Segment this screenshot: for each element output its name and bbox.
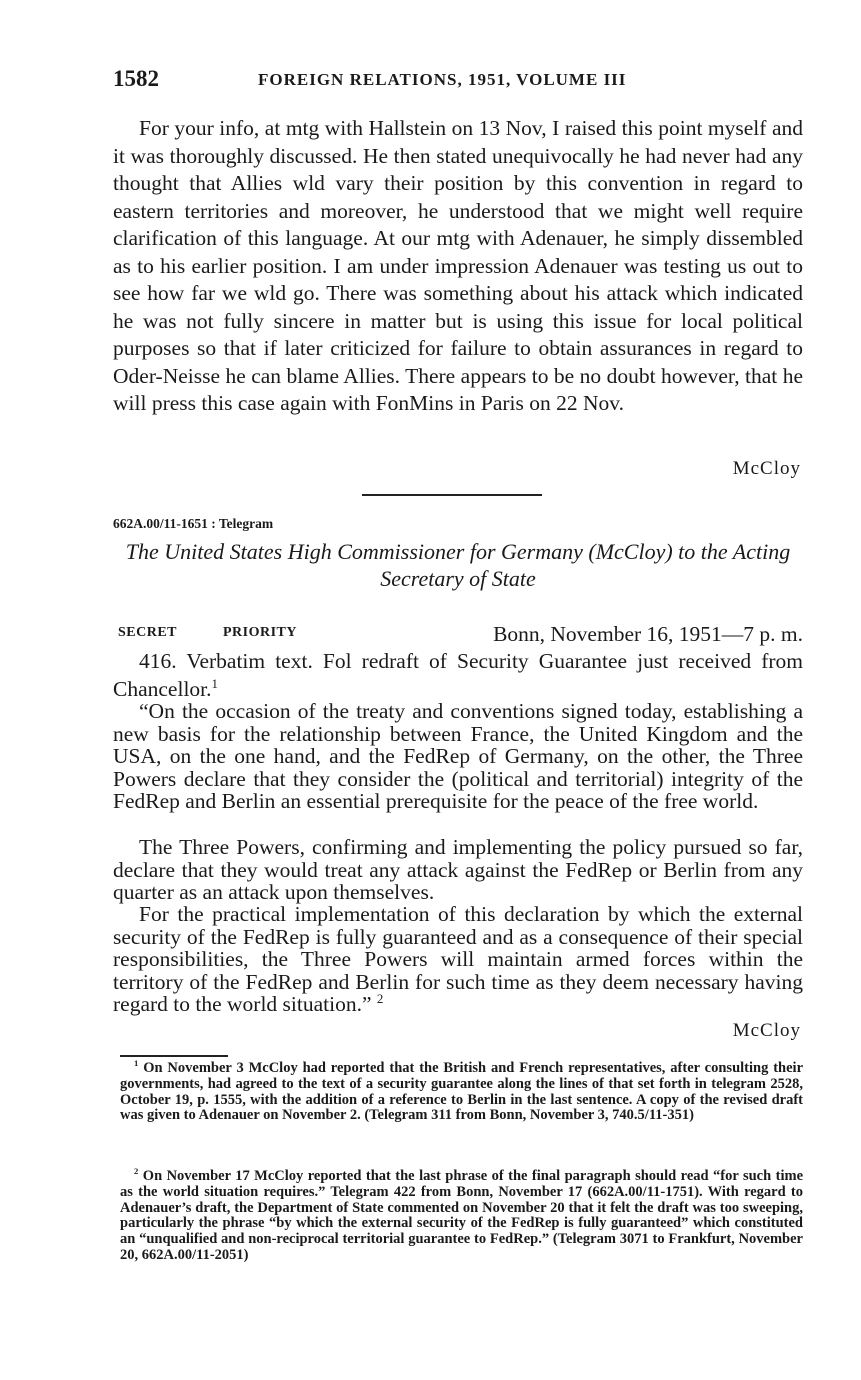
signature-mccloy-2: McCloy	[732, 1020, 801, 1041]
paragraph-hallstein-meeting: For your info, at mtg with Hallstein on 13 Nov, I raised this point myself and it was thoroughly discussed. He then stated unequivocally he had never had any thought that Allies wld vary their position by this convention in regard to eastern territories and moreover, he understood that we might well require clarification of this language. At our mtg with Adenauer, he simply dissembled as to his earlier position. I am under impression Adenauer was testing us out to see how far we wld go. There was something about his attack which indicated he was not fully sincere in matter but is using this issue for local political purposes so that if later criticized for failure to obtain assurances in regard to Oder-Neisse he can blame Allies. There appears to be no doubt however, that he will press this case again with FonMins in Paris on 22 Nov.	[113, 116, 803, 415]
quote-paragraph-2: The Three Powers, confirming and implementing the policy pursued so far, declare that they would treat any attack against the FedRep or Berlin from any quarter as an attack upon themselves.	[113, 835, 803, 904]
quote-paragraph-1: “On the occasion of the treaty and conventions signed today, establishing a new basis for the relationship between France, the United Kingdom and the USA, on the one hand, and the FedRep of Germany, on the other, the Three Powers declare that they consider the (political and territorial) integrity of the FedRep and Berlin an essential prerequisite for the peace of the free world.	[113, 699, 803, 813]
footnote-1-marker: 1	[134, 1058, 139, 1069]
classification-priority: PRIORITY	[223, 625, 298, 640]
footnote-1-text: On November 3 McCloy had reported that the British and French representatives, after consulting their governments, had agreed to the text of a security guarantee along the lines of that set forth in telegram 2528, October 19, p. 1555, with the addition of a reference to Berlin in the last sentence. A copy of the revised draft was given to Adenauer on November 2. (Telegram 311 from Bonn, November 3, 740.5/11-351)	[120, 1060, 803, 1124]
footnote-2-text: On November 17 McCloy reported that the last phrase of the final paragraph should read “for such time as the world situation requires.” Telegram 422 from Bonn, November 17 (662A.00/11-1751). With regard to Adenauer’s draft, the Department of State commented on November 20 that it felt the draft was too sweeping, particularly the phrase “by which the external security of the FedRep is fully guaranteed” which constituted an “unqualified and non-reciprocal territorial guarantee to FedRep.” (Telegram 3071 to Frankfurt, November 20, 662A.00/11-2051)	[120, 1168, 804, 1263]
paragraph-intro	[113, 648, 803, 703]
running-title: FOREIGN RELATIONS, 1951, VOLUME III	[258, 70, 627, 89]
page-number: 1582	[113, 66, 159, 91]
section-divider	[362, 494, 542, 496]
document-title: The United States High Commissioner for Germany (McCloy) to the Acting Secretary of State	[125, 539, 791, 591]
footnote-ref-2[interactable]: 2	[376, 991, 384, 1006]
quote-paragraph-3-text: For the practical implementation of this declaration by which the external security of the FedRep is fully guaranteed and as a consequence of their special responsibilities, the Three Powers will maintain armed forces within the territory of the FedRep and Berlin for such time as they deem necessary having regard to the world situation.”	[113, 902, 803, 1016]
signature-mccloy-1: McCloy	[732, 458, 801, 479]
dateline: Bonn, November 16, 1951—7 p. m.	[493, 622, 803, 646]
paragraph-intro-text: 416. Verbatim text. Fol redraft of Security Guarantee just received from Chancellor.	[113, 649, 803, 701]
footnote-2	[120, 1166, 804, 1264]
footnote-ref-1[interactable]: 1	[211, 676, 218, 691]
quote-paragraph-3	[113, 903, 803, 1016]
file-reference: 662A.00/11-1651 : Telegram	[113, 516, 274, 531]
footnote-1	[120, 1058, 803, 1124]
footnote-divider	[120, 1055, 228, 1057]
footnote-2-marker: 2	[134, 1166, 139, 1177]
running-header	[113, 66, 803, 96]
classification-line	[113, 622, 803, 648]
classification-secret: SECRET	[118, 625, 178, 640]
